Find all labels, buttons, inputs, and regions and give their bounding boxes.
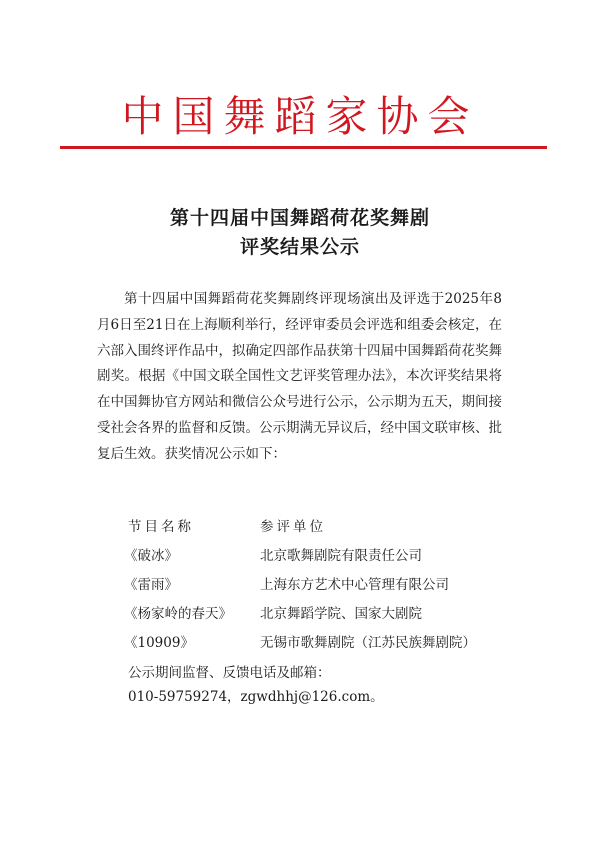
table-row [124,542,528,571]
program-name: 《10909》 [124,635,194,651]
table-row [124,629,528,658]
awards-table [124,513,528,658]
letterhead-divider [60,146,547,149]
participating-unit: 上海东方艺术中心管理有限公司 [260,577,449,593]
letterhead-org-name: 中国舞蹈家协会 [121,92,479,141]
program-name: 《杨家岭的春天》 [124,606,232,622]
contact-details: 010-59759274，zgwdhhj@126.com。 [128,689,384,705]
program-name: 《破冰》 [124,548,178,564]
contact-label: 公示期间监督、反馈电话及邮箱： [128,665,331,681]
announcement-paragraph: 第十四届中国舞蹈荷花奖舞剧终评现场演出及评选于2025年8月6日至21日在上海顺利举行，经评审委员会评选和组委会核定，在六部入围终评作品中，拟确定四部作品获第十四届中国舞蹈荷花奖舞剧奖。根据《中国文联全国性文艺评奖管理办法》，本次评奖结果将在中国舞协官方网站和微信公众号进行公示，公示期为五天，期间接受社会各界的监督和反馈。公示期满无异议后，经中国文联审核、批复后生效。获奖情况公示如下： [97,291,502,462]
table-row [124,600,528,629]
header-program-name: 节目名称 [128,519,194,535]
table-row [124,571,528,600]
participating-unit: 无锡市歌舞剧院（江苏民族舞剧院） [260,635,476,651]
document-title-line1: 第十四届中国舞蹈荷花奖舞剧 [169,207,430,229]
header-participating-unit: 参评单位 [260,519,326,535]
program-name: 《雷雨》 [124,577,178,593]
document-title-line2: 评奖结果公示 [239,236,360,258]
participating-unit: 北京舞蹈学院、国家大剧院 [260,606,422,622]
participating-unit: 北京歌舞剧院有限责任公司 [260,548,422,564]
awards-table-header [128,513,528,542]
